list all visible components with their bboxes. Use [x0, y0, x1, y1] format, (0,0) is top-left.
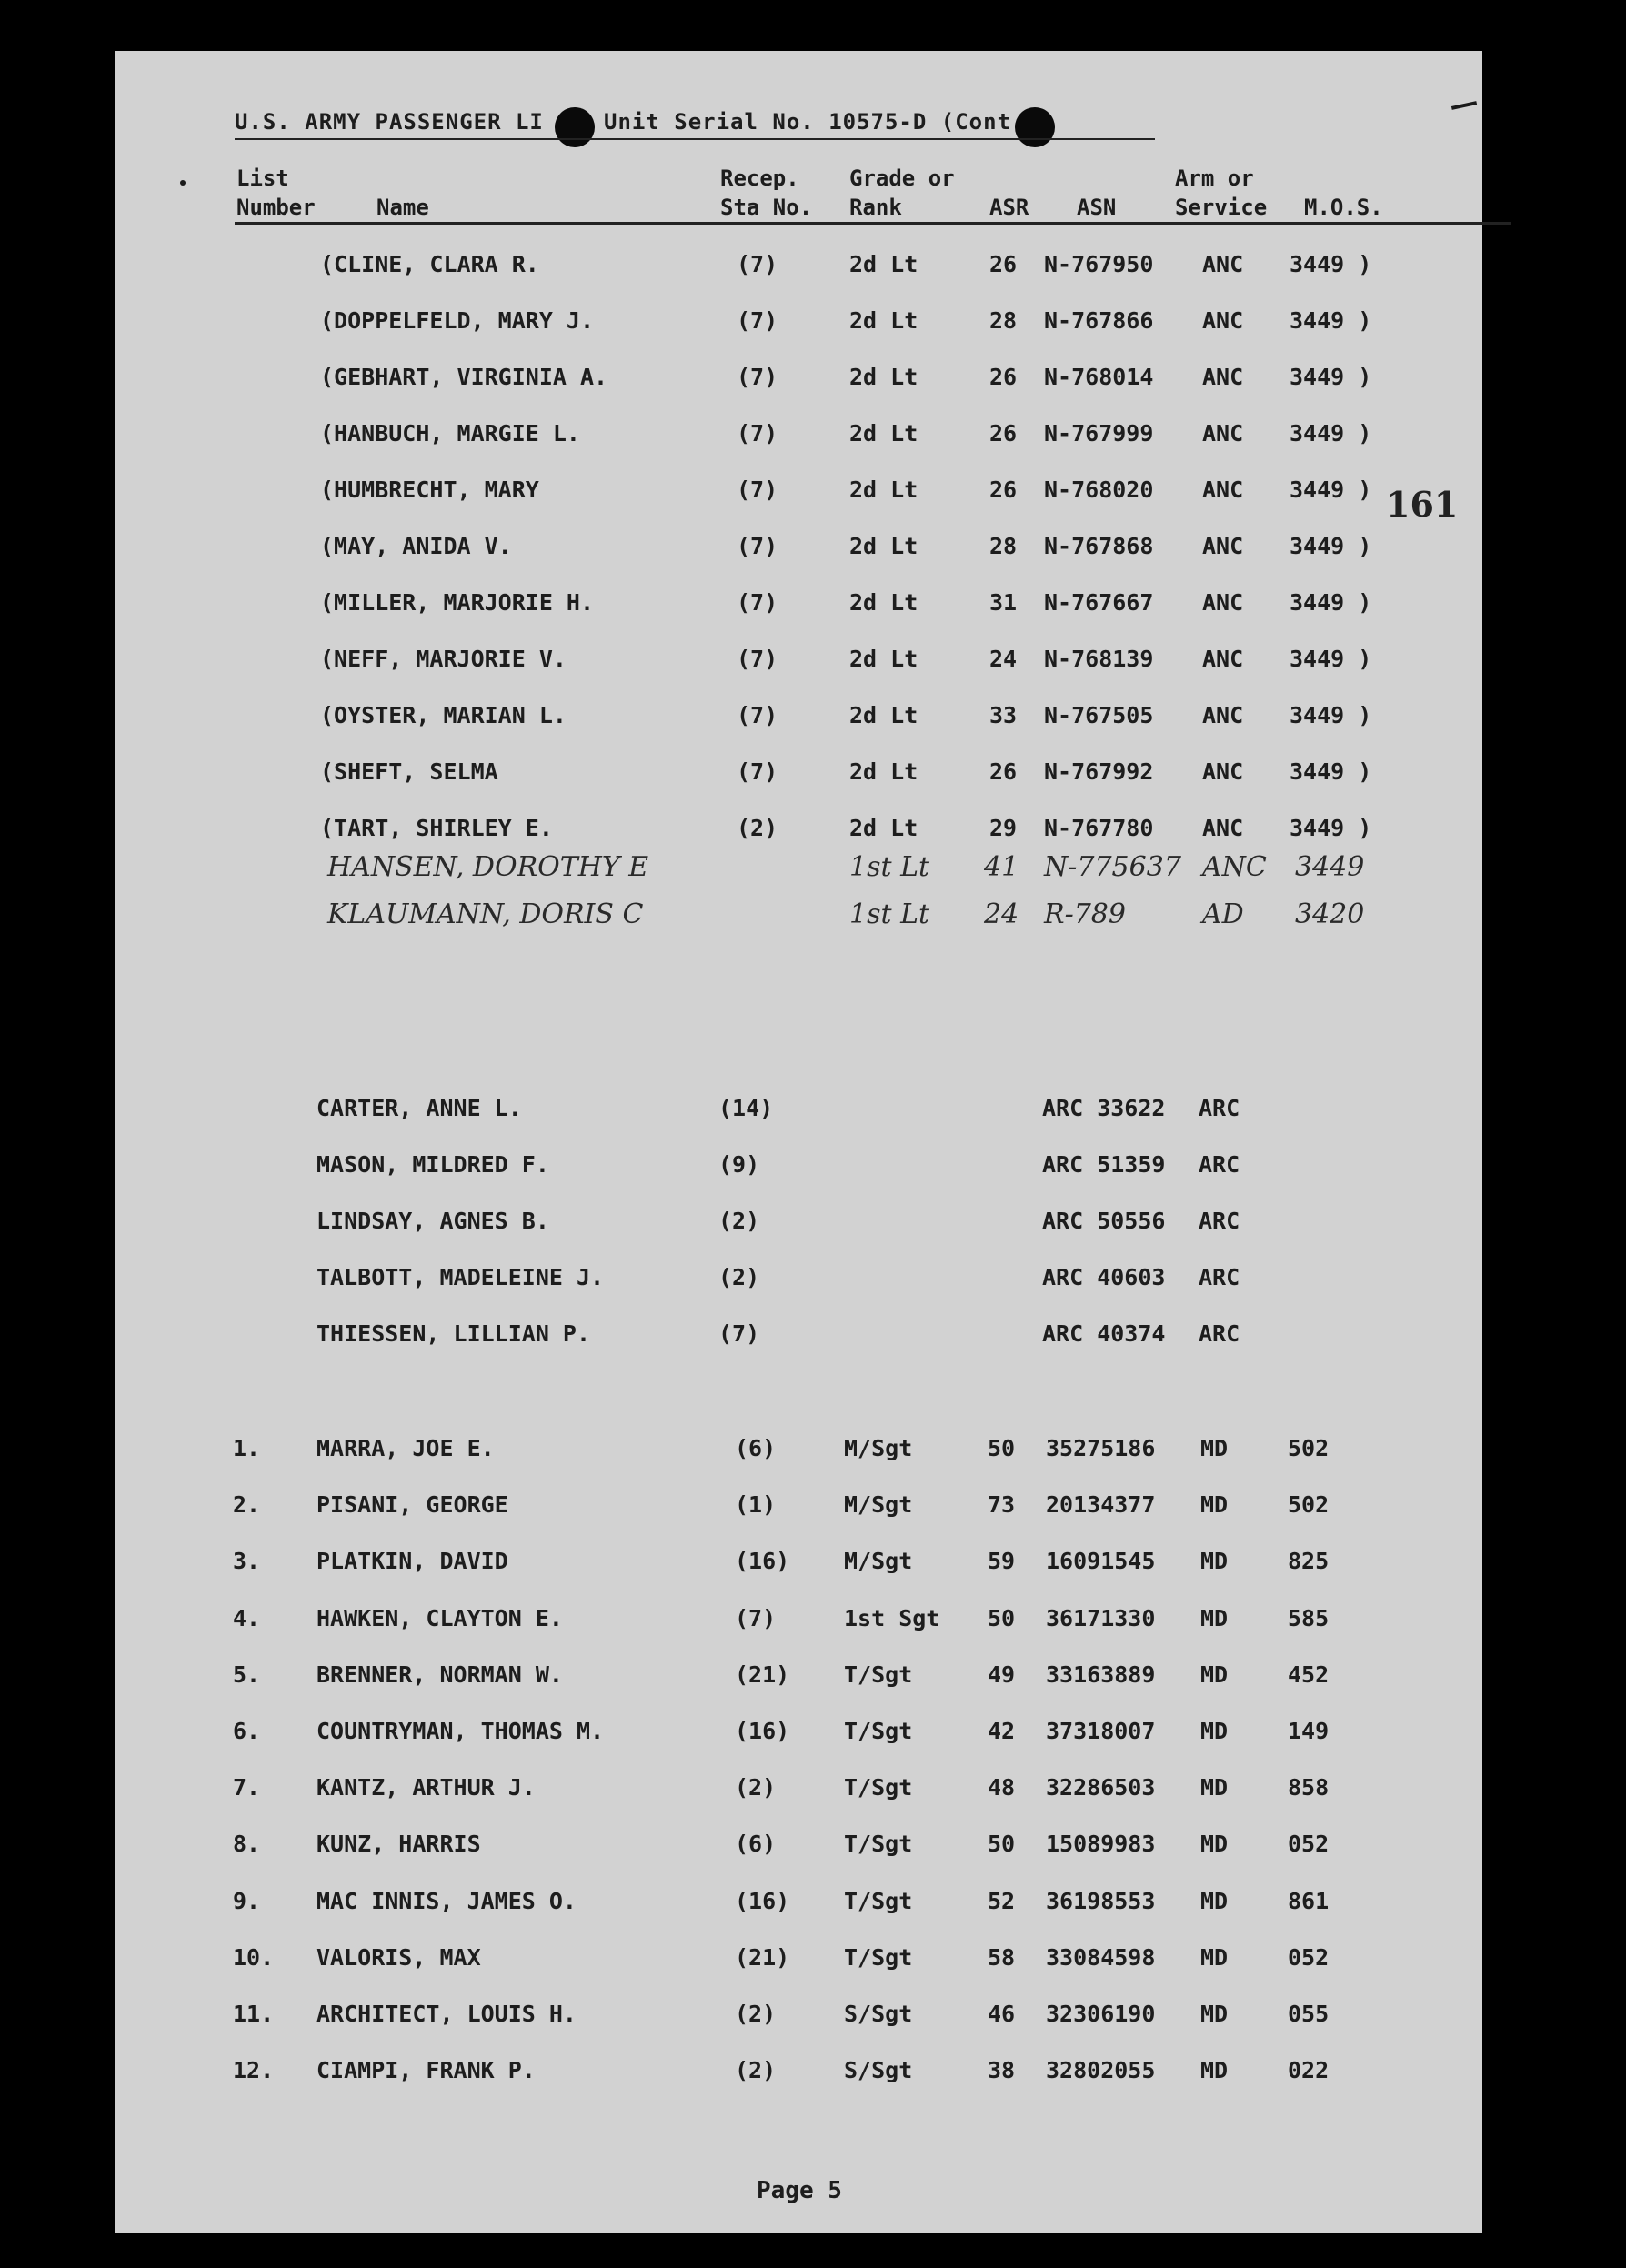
- grade-cell: 2d Lt: [849, 533, 918, 559]
- asr-cell: 42: [988, 1718, 1016, 1744]
- grade-cell: S/Sgt: [844, 2001, 913, 2027]
- name-cell: MARRA, JOE E.: [316, 1435, 495, 1461]
- grade-cell: 2d Lt: [849, 420, 918, 447]
- table-row: [115, 1548, 1482, 1584]
- grade-cell: 1st Sgt: [844, 1604, 940, 1631]
- asn-cell: 32306190: [1046, 2001, 1156, 2027]
- arm-cell: ANC: [1202, 533, 1244, 559]
- punch-hole-left: [555, 107, 595, 147]
- mos-cell: 3449 ): [1290, 477, 1372, 503]
- name-cell: PISANI, GEORGE: [316, 1491, 508, 1519]
- asr-cell: 49: [988, 1661, 1016, 1688]
- list-number-cell: 9.: [233, 1887, 261, 1914]
- mos-cell: 022: [1288, 2057, 1330, 2084]
- title-underline: [235, 138, 1155, 140]
- asr-cell: 50: [988, 1604, 1016, 1631]
- asr-cell: 28: [989, 307, 1018, 334]
- asr-cell: 73: [988, 1491, 1016, 1519]
- asn-cell: N-767667: [1044, 589, 1154, 616]
- mos-cell: 052: [1288, 1831, 1330, 1858]
- mos-cell: 3449 ): [1290, 420, 1372, 447]
- station-cell: (9): [718, 1151, 760, 1178]
- asn-cell: N-767505: [1044, 702, 1154, 728]
- grade-cell: 2d Lt: [849, 646, 918, 672]
- arm-cell: MD: [1200, 2001, 1229, 2027]
- mos-cell: 502: [1288, 1491, 1330, 1519]
- station-cell: (7): [737, 420, 778, 447]
- station-cell: (16): [735, 1887, 790, 1914]
- arm-cell: MD: [1200, 1831, 1229, 1858]
- station-cell: (7): [737, 758, 778, 785]
- page-stamp-number: 161: [1386, 484, 1459, 525]
- asn-cell: N-767992: [1044, 758, 1154, 785]
- station-cell: (16): [735, 1718, 790, 1744]
- handwritten-row: [115, 898, 1482, 935]
- grade-cell: 2d Lt: [849, 589, 918, 616]
- col-mos: M.O.S.: [1304, 195, 1383, 220]
- station-cell: (6): [735, 1831, 777, 1858]
- document-page: [115, 51, 1482, 2233]
- name-cell: (MILLER, MARJORIE H.: [320, 589, 595, 616]
- col-asn: ASN: [1077, 195, 1117, 220]
- list-number-cell: 7.: [233, 1774, 261, 1801]
- asn-cell: N-767950: [1044, 251, 1154, 277]
- name-cell: CIAMPI, FRANK P.: [316, 2057, 536, 2084]
- arm-cell: MD: [1200, 1661, 1229, 1688]
- list-number-cell: 2.: [233, 1491, 261, 1519]
- arm-cell: ANC: [1202, 307, 1244, 334]
- name-cell: LINDSAY, AGNES B.: [316, 1208, 549, 1234]
- mos-cell: 055: [1288, 2001, 1330, 2027]
- asn-cell: 32286503: [1046, 1774, 1156, 1801]
- arm-cell: ANC: [1202, 589, 1244, 616]
- asn-cell: N-768014: [1044, 364, 1154, 390]
- asn-cell: 36171330: [1046, 1604, 1156, 1631]
- table-row: [115, 1320, 1482, 1357]
- table-row: [115, 1435, 1482, 1471]
- asn-cell: R-789: [1044, 898, 1126, 930]
- grade-cell: 1st Lt: [849, 851, 930, 883]
- asr-cell: 33: [989, 702, 1018, 728]
- station-cell: (2): [737, 815, 778, 841]
- table-row: [115, 1661, 1482, 1698]
- station-cell: (7): [737, 477, 778, 503]
- arm-cell: ANC: [1202, 851, 1267, 883]
- asn-cell: N-767868: [1044, 533, 1154, 559]
- name-cell: (GEBHART, VIRGINIA A.: [320, 364, 608, 390]
- mos-cell: 502: [1288, 1435, 1330, 1461]
- name-cell: (HUMBRECHT, MARY: [320, 477, 539, 503]
- name-cell: (TART, SHIRLEY E.: [320, 815, 553, 841]
- name-cell: ARCHITECT, LOUIS H.: [316, 2001, 577, 2027]
- name-cell: (CLINE, CLARA R.: [320, 251, 539, 277]
- name-cell: VALORIS, MAX: [316, 1943, 481, 1971]
- name-cell: (HANBUCH, MARGIE L.: [320, 420, 580, 447]
- mos-cell: 825: [1288, 1548, 1330, 1575]
- station-cell: (2): [718, 1264, 760, 1290]
- mos-cell: 3449 ): [1290, 702, 1372, 728]
- col-arm: Arm or Service: [1175, 166, 1268, 220]
- name-cell: KUNZ, HARRIS: [316, 1831, 481, 1858]
- asr-cell: 50: [988, 1831, 1016, 1858]
- asr-cell: 58: [988, 1943, 1016, 1971]
- asr-cell: 52: [988, 1887, 1016, 1914]
- list-number-cell: 5.: [233, 1661, 261, 1688]
- asr-cell: 24: [989, 646, 1018, 672]
- table-row: [115, 589, 1482, 626]
- mos-cell: 3449 ): [1290, 307, 1372, 334]
- arm-cell: ANC: [1202, 646, 1244, 672]
- name-cell: (SHEFT, SELMA: [320, 758, 498, 785]
- name-cell: MAC INNIS, JAMES O.: [316, 1887, 577, 1914]
- station-cell: (7): [737, 307, 778, 334]
- mos-cell: 3449 ): [1290, 589, 1372, 616]
- mos-cell: 3449: [1295, 851, 1365, 883]
- header-underline: [235, 222, 1511, 225]
- asn-cell: ARC 40603: [1042, 1264, 1166, 1290]
- name-cell: THIESSEN, LILLIAN P.: [316, 1320, 591, 1347]
- table-row: [115, 307, 1482, 344]
- table-row: [115, 1944, 1482, 1981]
- arm-cell: MD: [1200, 1887, 1229, 1914]
- arm-cell: ARC: [1199, 1320, 1240, 1347]
- list-number-cell: 10.: [233, 1943, 275, 1971]
- asr-cell: 50: [988, 1435, 1016, 1461]
- asn-cell: 36198553: [1046, 1887, 1156, 1914]
- asr-cell: 26: [989, 420, 1018, 447]
- list-number-cell: 4.: [233, 1604, 261, 1631]
- asr-cell: 41: [984, 851, 1019, 883]
- asn-cell: N-767780: [1044, 815, 1154, 841]
- grade-cell: M/Sgt: [844, 1435, 913, 1461]
- table-row: [115, 815, 1482, 851]
- table-row: [115, 1774, 1482, 1811]
- station-cell: (7): [737, 646, 778, 672]
- name-cell: BRENNER, NORMAN W.: [316, 1661, 563, 1688]
- arm-cell: MD: [1200, 1604, 1229, 1631]
- asn-cell: N-768020: [1044, 477, 1154, 503]
- grade-cell: T/Sgt: [844, 1943, 913, 1971]
- asn-cell: 16091545: [1046, 1548, 1156, 1575]
- asn-cell: ARC 50556: [1042, 1208, 1166, 1234]
- mos-cell: 149: [1288, 1718, 1330, 1744]
- station-cell: (7): [737, 251, 778, 277]
- table-row: [115, 1831, 1482, 1867]
- mos-cell: 3449 ): [1290, 646, 1372, 672]
- name-cell: KANTZ, ARTHUR J.: [316, 1774, 536, 1801]
- arm-cell: MD: [1200, 1435, 1229, 1461]
- station-cell: (7): [718, 1320, 760, 1347]
- asn-cell: 15089983: [1046, 1831, 1156, 1858]
- station-cell: (6): [735, 1435, 777, 1461]
- page-number: Page 5: [757, 2177, 842, 2204]
- station-cell: (2): [718, 1208, 760, 1234]
- name-cell: (NEFF, MARJORIE V.: [320, 646, 567, 672]
- mos-cell: 452: [1288, 1661, 1330, 1688]
- asn-cell: ARC 40374: [1042, 1320, 1166, 1347]
- asr-cell: 59: [988, 1548, 1016, 1575]
- arm-cell: ANC: [1202, 251, 1244, 277]
- mos-cell: 3449 ): [1290, 364, 1372, 390]
- asn-cell: 33084598: [1046, 1943, 1156, 1971]
- asn-cell: 32802055: [1046, 2057, 1156, 2084]
- table-row: [115, 1208, 1482, 1244]
- asn-cell: ARC 33622: [1042, 1095, 1166, 1121]
- table-row: [115, 758, 1482, 795]
- table-row: [115, 1095, 1482, 1131]
- station-cell: (7): [737, 364, 778, 390]
- punch-hole-right: [1015, 107, 1055, 147]
- table-row: [115, 420, 1482, 457]
- asn-cell: N-768139: [1044, 646, 1154, 672]
- asr-cell: 48: [988, 1774, 1016, 1801]
- mos-cell: 3449 ): [1290, 533, 1372, 559]
- col-list-number: List Number: [236, 166, 316, 220]
- name-cell: HANSEN, DOROTHY E: [327, 851, 649, 883]
- arm-cell: MD: [1200, 1548, 1229, 1575]
- grade-cell: T/Sgt: [844, 1887, 913, 1914]
- asr-cell: 29: [989, 815, 1018, 841]
- table-row: [115, 1491, 1482, 1528]
- grade-cell: T/Sgt: [844, 1661, 913, 1688]
- name-cell: MASON, MILDRED F.: [316, 1151, 549, 1178]
- asn-cell: 20134377: [1046, 1491, 1156, 1519]
- col-recep-sta: Recep. Sta No.: [720, 166, 813, 220]
- station-cell: (2): [735, 2057, 777, 2084]
- mos-cell: 3449 ): [1290, 815, 1372, 841]
- arm-cell: ANC: [1202, 758, 1244, 785]
- list-number-cell: 3.: [233, 1548, 261, 1575]
- asr-cell: 26: [989, 758, 1018, 785]
- grade-cell: T/Sgt: [844, 1831, 913, 1858]
- grade-cell: T/Sgt: [844, 1718, 913, 1744]
- col-asr: ASR: [989, 195, 1029, 220]
- asr-cell: 26: [989, 251, 1018, 277]
- list-number-cell: 6.: [233, 1718, 261, 1744]
- table-row: [115, 1888, 1482, 1924]
- list-title: U.S. ARMY PASSENGER LI: [235, 109, 544, 135]
- arm-cell: ARC: [1199, 1264, 1240, 1290]
- arm-cell: ANC: [1202, 364, 1244, 390]
- station-cell: (21): [735, 1661, 790, 1688]
- table-row: [115, 1151, 1482, 1188]
- asn-cell: 37318007: [1046, 1718, 1156, 1744]
- list-number-cell: 12.: [233, 2057, 275, 2084]
- arm-cell: MD: [1200, 2057, 1229, 2084]
- grade-cell: 2d Lt: [849, 251, 918, 277]
- table-row: [115, 646, 1482, 682]
- station-cell: (7): [737, 702, 778, 728]
- station-cell: (7): [737, 533, 778, 559]
- asn-cell: N-767866: [1044, 307, 1154, 334]
- asr-cell: 38: [988, 2057, 1016, 2084]
- col-name: Name: [376, 195, 429, 220]
- mos-cell: 052: [1288, 1943, 1330, 1971]
- arm-cell: ARC: [1199, 1151, 1240, 1178]
- asn-cell: N-775637: [1044, 851, 1181, 883]
- arm-cell: ANC: [1202, 420, 1244, 447]
- grade-cell: 2d Lt: [849, 307, 918, 334]
- asn-cell: 35275186: [1046, 1435, 1156, 1461]
- name-cell: (OYSTER, MARIAN L.: [320, 702, 567, 728]
- arm-cell: MD: [1200, 1943, 1229, 1971]
- name-cell: CARTER, ANNE L.: [316, 1095, 522, 1121]
- arm-cell: MD: [1200, 1774, 1229, 1801]
- asn-cell: N-767999: [1044, 420, 1154, 447]
- station-cell: (2): [735, 2001, 777, 2027]
- table-row: [115, 1605, 1482, 1641]
- asn-cell: 33163889: [1046, 1661, 1156, 1688]
- asr-cell: 24: [984, 898, 1019, 930]
- station-cell: (1): [735, 1491, 777, 1519]
- asr-cell: 26: [989, 477, 1018, 503]
- list-number-cell: 1.: [233, 1435, 261, 1461]
- name-cell: (DOPPELFELD, MARY J.: [320, 307, 595, 334]
- grade-cell: M/Sgt: [844, 1548, 913, 1575]
- grade-cell: 2d Lt: [849, 364, 918, 390]
- table-row: [115, 2057, 1482, 2093]
- name-cell: TALBOTT, MADELEINE J.: [316, 1264, 605, 1290]
- name-cell: HAWKEN, CLAYTON E.: [316, 1604, 563, 1631]
- unit-serial: Unit Serial No. 10575-D (Cont: [604, 109, 1012, 135]
- mos-cell: 3420: [1295, 898, 1365, 930]
- station-cell: (14): [718, 1095, 774, 1121]
- handwritten-row: [115, 851, 1482, 888]
- table-row: [115, 1264, 1482, 1300]
- table-row: [115, 477, 1482, 513]
- name-cell: PLATKIN, DAVID: [316, 1548, 508, 1575]
- table-row: [115, 533, 1482, 569]
- arm-cell: ARC: [1199, 1095, 1240, 1121]
- arm-cell: MD: [1200, 1491, 1229, 1519]
- grade-cell: 2d Lt: [849, 815, 918, 841]
- arm-cell: ARC: [1199, 1208, 1240, 1234]
- station-cell: (16): [735, 1548, 790, 1575]
- arm-cell: ANC: [1202, 477, 1244, 503]
- grade-cell: 2d Lt: [849, 477, 918, 503]
- mos-cell: 858: [1288, 1774, 1330, 1801]
- asr-cell: 46: [988, 2001, 1016, 2027]
- station-cell: (2): [735, 1774, 777, 1801]
- table-row: [115, 1718, 1482, 1754]
- name-cell: (MAY, ANIDA V.: [320, 533, 512, 559]
- mos-cell: 861: [1288, 1887, 1330, 1914]
- mos-cell: 3449 ): [1290, 251, 1372, 277]
- table-row: [115, 251, 1482, 287]
- arm-cell: ANC: [1202, 815, 1244, 841]
- scan-dot: [180, 180, 186, 186]
- arm-cell: ANC: [1202, 702, 1244, 728]
- col-grade: Grade or Rank: [849, 166, 955, 220]
- arm-cell: AD: [1202, 898, 1244, 930]
- mos-cell: 3449 ): [1290, 758, 1372, 785]
- asr-cell: 28: [989, 533, 1018, 559]
- grade-cell: T/Sgt: [844, 1774, 913, 1801]
- grade-cell: 1st Lt: [849, 898, 930, 930]
- name-cell: KLAUMANN, DORIS C: [327, 898, 644, 930]
- station-cell: (7): [737, 589, 778, 616]
- list-number-cell: 8.: [233, 1831, 261, 1858]
- table-row: [115, 364, 1482, 400]
- grade-cell: M/Sgt: [844, 1491, 913, 1519]
- grade-cell: S/Sgt: [844, 2057, 913, 2084]
- grade-cell: 2d Lt: [849, 702, 918, 728]
- name-cell: COUNTRYMAN, THOMAS M.: [316, 1718, 605, 1744]
- mos-cell: 585: [1288, 1604, 1330, 1631]
- grade-cell: 2d Lt: [849, 758, 918, 785]
- table-row: [115, 2001, 1482, 2037]
- station-cell: (21): [735, 1943, 790, 1971]
- asn-cell: ARC 51359: [1042, 1151, 1166, 1178]
- table-row: [115, 702, 1482, 738]
- asr-cell: 26: [989, 364, 1018, 390]
- list-number-cell: 11.: [233, 2001, 275, 2027]
- asr-cell: 31: [989, 589, 1018, 616]
- station-cell: (7): [735, 1604, 777, 1631]
- arm-cell: MD: [1200, 1718, 1229, 1744]
